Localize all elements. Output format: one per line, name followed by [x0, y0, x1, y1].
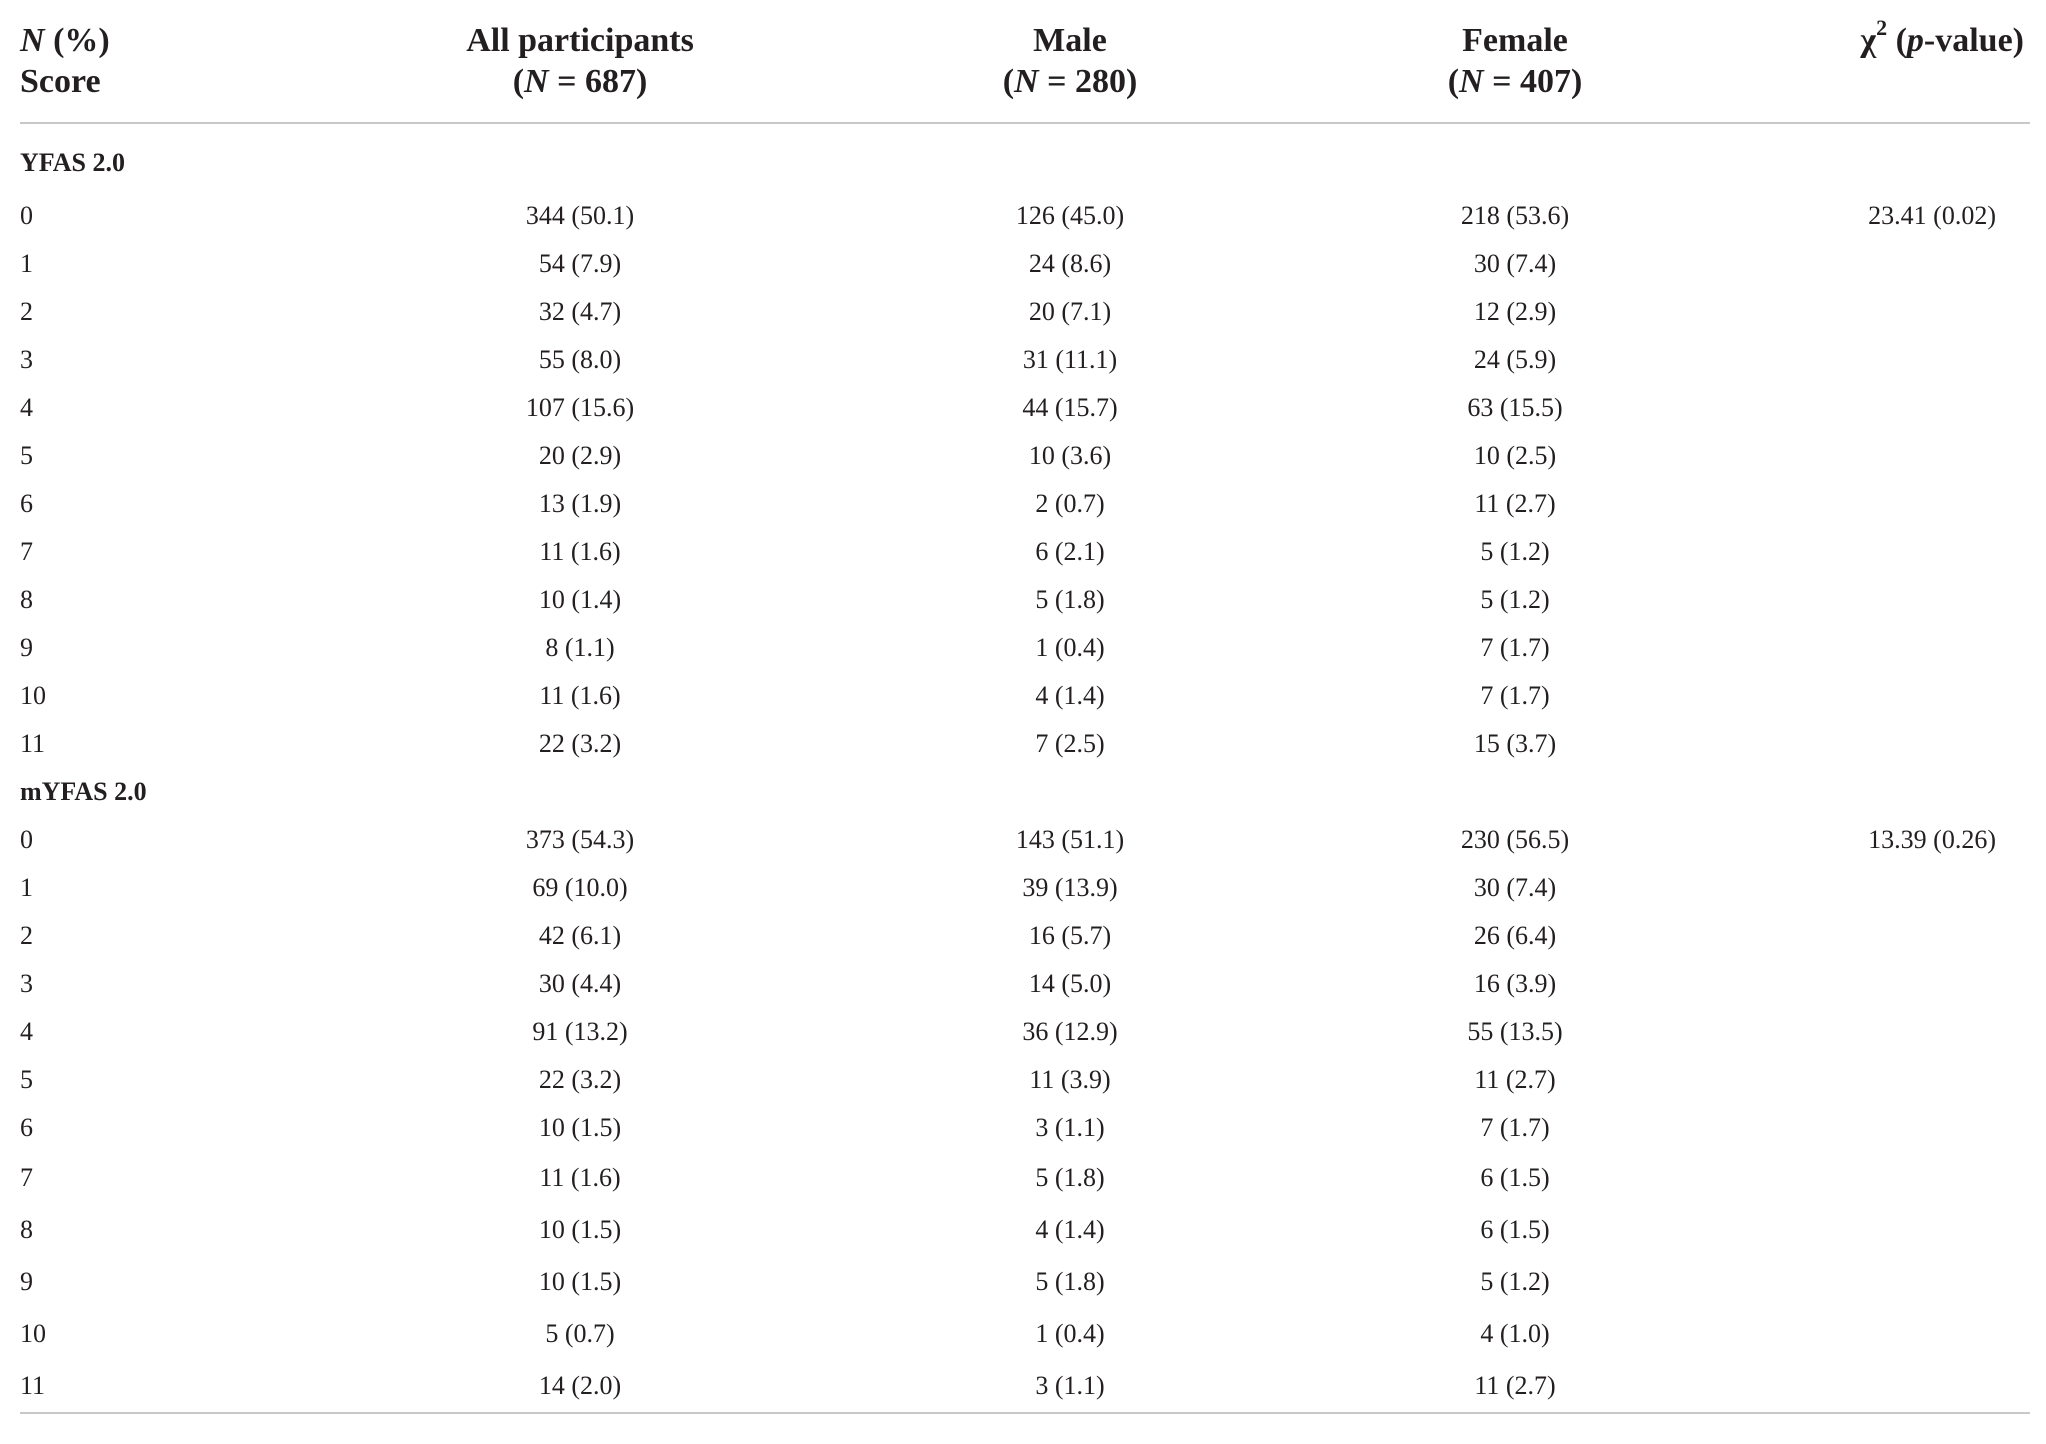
male-cell: 44 (15.7)	[1022, 393, 1118, 422]
table-row	[20, 672, 2030, 720]
section-row	[20, 768, 2030, 816]
header-male-n: 280	[1074, 63, 1126, 100]
score-cell: 5	[20, 441, 33, 470]
header-all-label: All participants	[466, 22, 694, 59]
chi-cell	[1730, 672, 2030, 720]
score-cell: 10	[20, 1319, 46, 1348]
score-cell: 11	[20, 729, 46, 758]
score-cell: 8	[20, 1215, 33, 1244]
header-male-n-symbol: N	[1014, 63, 1039, 100]
table-row	[20, 720, 2030, 768]
chi-cell: 23.41 (0.02)	[1868, 201, 1996, 230]
score-cell: 0	[20, 825, 33, 854]
table-row	[20, 1008, 2030, 1056]
header-p-italic: p	[1906, 22, 1924, 59]
female-cell: 15 (3.7)	[1473, 729, 1557, 758]
header-percent: (%)	[44, 22, 110, 59]
female-cell: 30 (7.4)	[1473, 249, 1557, 278]
table-row	[20, 1056, 2030, 1104]
all-cell: 32 (4.7)	[538, 297, 622, 326]
male-cell: 24 (8.6)	[1028, 249, 1112, 278]
table-row	[20, 336, 2030, 384]
header-male-equals: =	[1038, 63, 1075, 100]
male-cell: 3 (1.1)	[840, 1360, 1300, 1413]
female-cell: 4 (1.0)	[1480, 1319, 1550, 1348]
section-row	[20, 123, 2030, 192]
female-cell: 6 (1.5)	[1480, 1163, 1550, 1192]
chi-cell	[1730, 1256, 2030, 1308]
section-title: YFAS 2.0	[20, 148, 125, 177]
score-cell: 10	[20, 681, 46, 710]
score-cell: 0	[20, 201, 33, 230]
score-cell: 9	[20, 633, 33, 662]
table-row	[20, 1256, 2030, 1308]
score-cell: 8	[20, 585, 33, 614]
table-row	[20, 480, 2030, 528]
chi-cell	[1730, 480, 2030, 528]
male-cell: 6 (2.1)	[1035, 537, 1105, 566]
female-cell: 7 (1.7)	[1480, 1113, 1550, 1142]
chi-cell	[1730, 1056, 2030, 1104]
female-cell: 5 (1.2)	[1480, 537, 1550, 566]
female-cell: 24 (5.9)	[1473, 345, 1557, 374]
header-female-label: Female	[1462, 22, 1568, 59]
chi-cell	[1730, 1204, 2030, 1256]
female-cell: 55 (13.5)	[1467, 1017, 1563, 1046]
table-row	[20, 912, 2030, 960]
score-cell: 1	[20, 873, 33, 902]
all-cell: 91 (13.2)	[532, 1017, 628, 1046]
all-cell: 8 (1.1)	[545, 633, 615, 662]
male-cell: 14 (5.0)	[1028, 969, 1112, 998]
score-cell: 5	[20, 1065, 33, 1094]
chi-cell	[1730, 912, 2030, 960]
header-row	[20, 14, 2030, 123]
all-cell: 22 (3.2)	[538, 729, 622, 758]
female-cell: 6 (1.5)	[1480, 1215, 1550, 1244]
all-cell: 5 (0.7)	[545, 1319, 615, 1348]
male-cell: 4 (1.4)	[1035, 681, 1105, 710]
score-cell: 2	[20, 297, 33, 326]
chi-cell	[1730, 432, 2030, 480]
table-row	[20, 960, 2030, 1008]
header-all-n-symbol: N	[524, 63, 549, 100]
female-cell: 11 (2.7)	[1474, 489, 1556, 518]
male-cell: 5 (1.8)	[1035, 1163, 1105, 1192]
male-cell: 5 (1.8)	[1035, 1267, 1105, 1296]
table-row	[20, 624, 2030, 672]
all-cell: 11 (1.6)	[539, 537, 621, 566]
female-cell: 218 (53.6)	[1460, 201, 1570, 230]
table-row	[20, 1360, 2030, 1413]
table-body	[20, 123, 2030, 1413]
table-row	[20, 1152, 2030, 1204]
all-cell: 10 (1.5)	[538, 1113, 622, 1142]
chi-cell	[1730, 1360, 2030, 1413]
male-cell: 10 (3.6)	[1028, 441, 1112, 470]
table-row	[20, 1308, 2030, 1360]
female-cell: 230 (56.5)	[1460, 825, 1570, 854]
header-score-label: Score	[20, 63, 101, 100]
header-score	[20, 14, 320, 123]
chi-cell	[1730, 384, 2030, 432]
female-cell: 30 (7.4)	[1473, 873, 1557, 902]
female-cell: 11 (2.7)	[1474, 1065, 1556, 1094]
header-all-equals: =	[548, 63, 585, 100]
male-cell: 3 (1.1)	[1035, 1113, 1105, 1142]
table-row	[20, 1104, 2030, 1152]
female-cell: 5 (1.2)	[1480, 1267, 1550, 1296]
chi-cell	[1730, 576, 2030, 624]
all-cell: 54 (7.9)	[538, 249, 622, 278]
male-cell: 16 (5.7)	[1028, 921, 1112, 950]
chi-cell	[1730, 288, 2030, 336]
female-cell: 10 (2.5)	[1473, 441, 1557, 470]
table-row	[20, 1204, 2030, 1256]
score-cell: 4	[20, 393, 33, 422]
score-cell: 3	[20, 969, 33, 998]
male-cell: 5 (1.8)	[1035, 585, 1105, 614]
all-cell: 20 (2.9)	[538, 441, 622, 470]
all-cell: 55 (8.0)	[538, 345, 622, 374]
table-row	[20, 240, 2030, 288]
male-cell: 20 (7.1)	[1028, 297, 1112, 326]
score-cell: 1	[20, 249, 33, 278]
female-cell: 5 (1.2)	[1480, 585, 1550, 614]
female-cell: 16 (3.9)	[1473, 969, 1557, 998]
table-row	[20, 528, 2030, 576]
chi-cell	[1730, 720, 2030, 768]
score-cell: 7	[20, 1163, 33, 1192]
chi-cell	[1730, 1104, 2030, 1152]
all-cell: 10 (1.4)	[538, 585, 622, 614]
male-cell: 39 (13.9)	[1022, 873, 1118, 902]
header-p-rest: -value)	[1923, 22, 2024, 59]
header-chi	[1730, 14, 2030, 123]
header-chi-symbol: χ	[1860, 22, 1877, 59]
chi-cell	[1730, 528, 2030, 576]
header-all: All participants (N = 687)	[320, 14, 840, 123]
female-cell: 7 (1.7)	[1480, 681, 1550, 710]
female-cell: 12 (2.9)	[1473, 297, 1557, 326]
header-female-equals: =	[1483, 63, 1520, 100]
female-cell: 63 (15.5)	[1467, 393, 1563, 422]
male-cell: 4 (1.4)	[1035, 1215, 1105, 1244]
score-cell: 9	[20, 1267, 33, 1296]
section-title: mYFAS 2.0	[20, 777, 147, 806]
score-cell: 4	[20, 1017, 33, 1046]
table-row	[20, 432, 2030, 480]
score-cell: 3	[20, 345, 33, 374]
all-cell: 14 (2.0)	[320, 1360, 840, 1413]
score-cell: 6	[20, 1113, 33, 1142]
score-distribution-table	[20, 14, 2030, 1414]
all-cell: 69 (10.0)	[532, 873, 628, 902]
all-cell: 11 (1.6)	[539, 1163, 621, 1192]
score-cell: 2	[20, 921, 33, 950]
male-cell: 11 (3.9)	[1029, 1065, 1111, 1094]
table-row	[20, 288, 2030, 336]
female-cell: 26 (6.4)	[1473, 921, 1557, 950]
table-row	[20, 192, 2030, 240]
chi-cell	[1730, 624, 2030, 672]
chi-cell	[1730, 1308, 2030, 1360]
score-cell: 6	[20, 489, 33, 518]
female-cell: 7 (1.7)	[1480, 633, 1550, 662]
chi-cell	[1730, 336, 2030, 384]
table-row	[20, 384, 2030, 432]
header-female: Female (N = 407)	[1300, 14, 1730, 123]
chi-cell: 13.39 (0.26)	[1868, 825, 1996, 854]
male-cell: 31 (11.1)	[1022, 345, 1118, 374]
header-female-n: 407	[1519, 63, 1571, 100]
all-cell: 30 (4.4)	[538, 969, 622, 998]
chi-cell	[1730, 864, 2030, 912]
all-cell: 22 (3.2)	[538, 1065, 622, 1094]
all-cell: 42 (6.1)	[538, 921, 622, 950]
male-cell: 7 (2.5)	[1035, 729, 1105, 758]
chi-cell	[1730, 1008, 2030, 1056]
all-cell: 344 (50.1)	[525, 201, 635, 230]
score-cell: 11	[20, 1360, 320, 1413]
header-female-n-symbol: N	[1459, 63, 1484, 100]
header-male-label: Male	[1033, 22, 1107, 59]
chi-cell	[1730, 240, 2030, 288]
female-cell: 11 (2.7)	[1300, 1360, 1730, 1413]
all-cell: 13 (1.9)	[538, 489, 622, 518]
all-cell: 107 (15.6)	[525, 393, 635, 422]
male-cell: 2 (0.7)	[1035, 489, 1105, 518]
chi-cell	[1730, 960, 2030, 1008]
table-row	[20, 576, 2030, 624]
score-cell: 7	[20, 537, 33, 566]
header-all-n: 687	[584, 63, 636, 100]
male-cell: 1 (0.4)	[1035, 633, 1105, 662]
all-cell: 11 (1.6)	[539, 681, 621, 710]
table-row	[20, 816, 2030, 864]
header-n-italic: N	[20, 22, 45, 59]
header-p-open: (	[1887, 22, 1907, 59]
male-cell: 126 (45.0)	[1015, 201, 1125, 230]
all-cell: 373 (54.3)	[525, 825, 635, 854]
header-chi-exp: 2	[1876, 14, 1888, 40]
male-cell: 1 (0.4)	[1035, 1319, 1105, 1348]
male-cell: 143 (51.1)	[1015, 825, 1125, 854]
all-cell: 10 (1.5)	[538, 1215, 622, 1244]
male-cell: 36 (12.9)	[1022, 1017, 1118, 1046]
chi-cell	[1730, 1152, 2030, 1204]
all-cell: 10 (1.5)	[538, 1267, 622, 1296]
header-male: Male (N = 280)	[840, 14, 1300, 123]
table-row	[20, 864, 2030, 912]
